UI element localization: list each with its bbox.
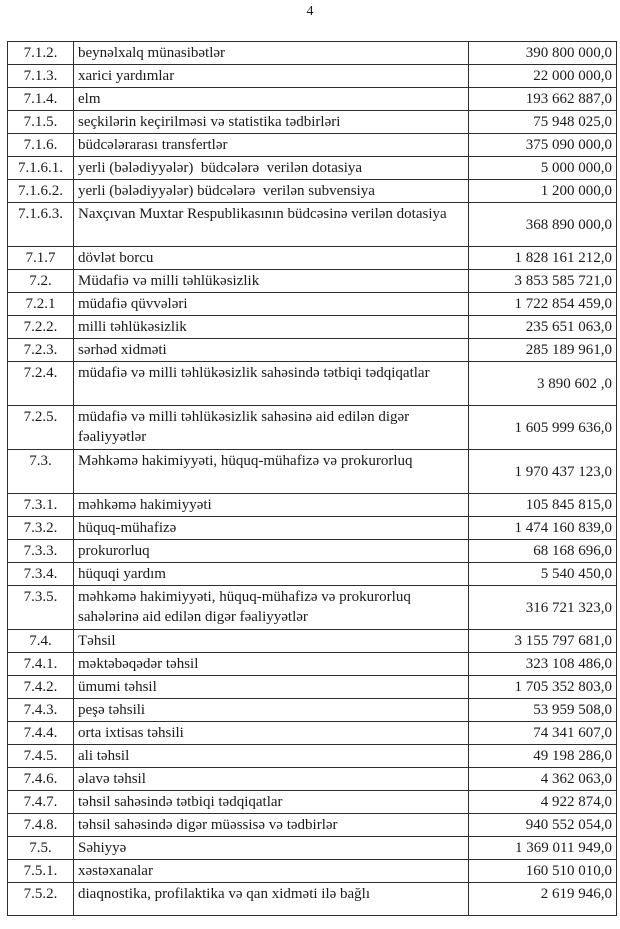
row-amount-cell: 235 651 063,0 <box>469 316 617 339</box>
row-amount-cell: 3 853 585 721,0 <box>469 270 617 293</box>
row-amount-cell: 3 155 797 681,0 <box>469 630 617 653</box>
row-name-cell: sərhəd xidməti <box>74 339 469 362</box>
table-row <box>8 247 617 270</box>
row-name-cell: diaqnostika, profilaktika və qan xidməti ilə bağlı <box>74 883 469 916</box>
row-amount-cell: 323 108 486,0 <box>469 653 617 676</box>
row-name-cell: müdafiə qüvvələri <box>74 293 469 316</box>
row-code-cell: 7.3.5. <box>8 586 74 630</box>
row-code-cell: 7.1.7 <box>8 247 74 270</box>
table-row <box>8 88 617 111</box>
row-name-cell: əlavə təhsil <box>74 768 469 791</box>
row-code-cell: 7.3. <box>8 450 74 494</box>
row-amount-cell: 5 540 450,0 <box>469 563 617 586</box>
row-name-cell: təhsil sahəsində digər müəssisə və tədbirlər <box>74 814 469 837</box>
row-code-cell: 7.2. <box>8 270 74 293</box>
table-row <box>8 883 617 916</box>
row-amount-cell: 160 510 010,0 <box>469 860 617 883</box>
row-amount-cell: 193 662 887,0 <box>469 88 617 111</box>
row-name-cell: ümumi təhsil <box>74 676 469 699</box>
row-name-cell: Naxçıvan Muxtar Respublikasının büdcəsinə verilən dotasiya <box>74 203 469 247</box>
row-name-cell: hüquq-mühafizə <box>74 517 469 540</box>
row-code-cell: 7.2.4. <box>8 362 74 406</box>
row-name-cell: seçkilərin keçirilməsi və statistika tədbirləri <box>74 111 469 134</box>
row-name-cell: hüquqi yardım <box>74 563 469 586</box>
row-code-cell: 7.1.6.3. <box>8 203 74 247</box>
table-row <box>8 203 617 247</box>
row-name-cell: dövlət borcu <box>74 247 469 270</box>
table-row <box>8 814 617 837</box>
row-code-cell: 7.1.6. <box>8 134 74 157</box>
row-name-cell: məktəbəqədər təhsil <box>74 653 469 676</box>
row-amount-cell: 940 552 054,0 <box>469 814 617 837</box>
page-number: 4 <box>306 4 314 19</box>
table-row <box>8 630 617 653</box>
table-row <box>8 676 617 699</box>
table-row <box>8 517 617 540</box>
row-code-cell: 7.5.2. <box>8 883 74 916</box>
table-row <box>8 540 617 563</box>
row-name-cell: məhkəmə hakimiyyəti <box>74 494 469 517</box>
row-amount-cell: 368 890 000,0 <box>469 203 617 247</box>
row-code-cell: 7.4.7. <box>8 791 74 814</box>
row-amount-cell: 49 198 286,0 <box>469 745 617 768</box>
row-name-cell: Məhkəmə hakimiyyəti, hüquq-mühafizə və prokurorluq <box>74 450 469 494</box>
row-amount-cell: 68 168 696,0 <box>469 540 617 563</box>
row-code-cell: 7.2.3. <box>8 339 74 362</box>
table-row <box>8 494 617 517</box>
budget-table-body <box>8 42 617 916</box>
table-row <box>8 653 617 676</box>
table-row <box>8 65 617 88</box>
row-amount-cell: 390 800 000,0 <box>469 42 617 65</box>
row-amount-cell: 1 705 352 803,0 <box>469 676 617 699</box>
row-name-cell: yerli (bələdiyyələr) büdcələrə verilən subvensiya <box>74 180 469 203</box>
row-amount-cell: 316 721 323,0 <box>469 586 617 630</box>
row-code-cell: 7.3.1. <box>8 494 74 517</box>
row-code-cell: 7.3.2. <box>8 517 74 540</box>
row-name-cell: milli təhlükəsizlik <box>74 316 469 339</box>
row-amount-cell: 3 890 602 ,0 <box>469 362 617 406</box>
row-code-cell: 7.2.5. <box>8 406 74 450</box>
table-row <box>8 450 617 494</box>
row-name-cell: xəstəxanalar <box>74 860 469 883</box>
row-name-cell: müdafiə və milli təhlükəsizlik sahəsinə aid edilən digər fəaliyyətlər <box>74 406 469 450</box>
row-code-cell: 7.3.4. <box>8 563 74 586</box>
table-row <box>8 406 617 450</box>
row-code-cell: 7.2.1 <box>8 293 74 316</box>
table-row <box>8 180 617 203</box>
row-amount-cell: 53 959 508,0 <box>469 699 617 722</box>
row-name-cell: müdafiə və milli təhlükəsizlik sahəsində tətbiqi tədqiqatlar <box>74 362 469 406</box>
row-code-cell: 7.3.3. <box>8 540 74 563</box>
row-amount-cell: 1 474 160 839,0 <box>469 517 617 540</box>
row-code-cell: 7.4.5. <box>8 745 74 768</box>
row-name-cell: orta ixtisas təhsili <box>74 722 469 745</box>
row-name-cell: yerli (bələdiyyələr) büdcələrə verilən dotasiya <box>74 157 469 180</box>
table-row <box>8 768 617 791</box>
row-code-cell: 7.1.2. <box>8 42 74 65</box>
table-row <box>8 134 617 157</box>
row-name-cell: Təhsil <box>74 630 469 653</box>
row-code-cell: 7.2.2. <box>8 316 74 339</box>
row-code-cell: 7.1.3. <box>8 65 74 88</box>
row-amount-cell: 4 922 874,0 <box>469 791 617 814</box>
row-amount-cell: 1 605 999 636,0 <box>469 406 617 450</box>
row-name-cell: məhkəmə hakimiyyəti, hüquq-mühafizə və prokurorluq sahələrinə aid edilən digər fəaliyyətlər <box>74 586 469 630</box>
row-name-cell: Səhiyyə <box>74 837 469 860</box>
row-code-cell: 7.1.6.1. <box>8 157 74 180</box>
table-row <box>8 791 617 814</box>
row-name-cell: xarici yardımlar <box>74 65 469 88</box>
row-code-cell: 7.1.5. <box>8 111 74 134</box>
row-code-cell: 7.4.8. <box>8 814 74 837</box>
row-code-cell: 7.4.3. <box>8 699 74 722</box>
row-code-cell: 7.4.6. <box>8 768 74 791</box>
row-code-cell: 7.5.1. <box>8 860 74 883</box>
row-amount-cell: 1 200 000,0 <box>469 180 617 203</box>
table-row <box>8 563 617 586</box>
row-amount-cell: 2 619 946,0 <box>469 883 617 916</box>
row-name-cell: Müdafiə və milli təhlükəsizlik <box>74 270 469 293</box>
row-name-cell: təhsil sahəsində tətbiqi tədqiqatlar <box>74 791 469 814</box>
row-name-cell: peşə təhsili <box>74 699 469 722</box>
table-row <box>8 293 617 316</box>
row-code-cell: 7.4.4. <box>8 722 74 745</box>
row-amount-cell: 105 845 815,0 <box>469 494 617 517</box>
row-amount-cell: 1 722 854 459,0 <box>469 293 617 316</box>
table-row <box>8 699 617 722</box>
table-row <box>8 316 617 339</box>
row-name-cell: büdcələrarası transfertlər <box>74 134 469 157</box>
table-row <box>8 586 617 630</box>
table-row <box>8 362 617 406</box>
row-amount-cell: 1 828 161 212,0 <box>469 247 617 270</box>
row-code-cell: 7.4.1. <box>8 653 74 676</box>
row-amount-cell: 74 341 607,0 <box>469 722 617 745</box>
row-amount-cell: 1 369 011 949,0 <box>469 837 617 860</box>
table-row <box>8 111 617 134</box>
row-code-cell: 7.5. <box>8 837 74 860</box>
row-name-cell: beynəlxalq münasibətlər <box>74 42 469 65</box>
table-row <box>8 339 617 362</box>
table-row <box>8 745 617 768</box>
budget-table <box>7 41 617 916</box>
table-row <box>8 860 617 883</box>
table-row <box>8 722 617 745</box>
row-code-cell: 7.1.6.2. <box>8 180 74 203</box>
row-amount-cell: 75 948 025,0 <box>469 111 617 134</box>
row-amount-cell: 285 189 961,0 <box>469 339 617 362</box>
row-name-cell: prokurorluq <box>74 540 469 563</box>
row-amount-cell: 375 090 000,0 <box>469 134 617 157</box>
row-amount-cell: 22 000 000,0 <box>469 65 617 88</box>
table-row <box>8 157 617 180</box>
table-row <box>8 270 617 293</box>
row-amount-cell: 5 000 000,0 <box>469 157 617 180</box>
row-code-cell: 7.4.2. <box>8 676 74 699</box>
table-row <box>8 837 617 860</box>
table-row <box>8 42 617 65</box>
row-amount-cell: 1 970 437 123,0 <box>469 450 617 494</box>
row-name-cell: ali təhsil <box>74 745 469 768</box>
row-code-cell: 7.1.4. <box>8 88 74 111</box>
row-amount-cell: 4 362 063,0 <box>469 768 617 791</box>
row-name-cell: elm <box>74 88 469 111</box>
row-code-cell: 7.4. <box>8 630 74 653</box>
